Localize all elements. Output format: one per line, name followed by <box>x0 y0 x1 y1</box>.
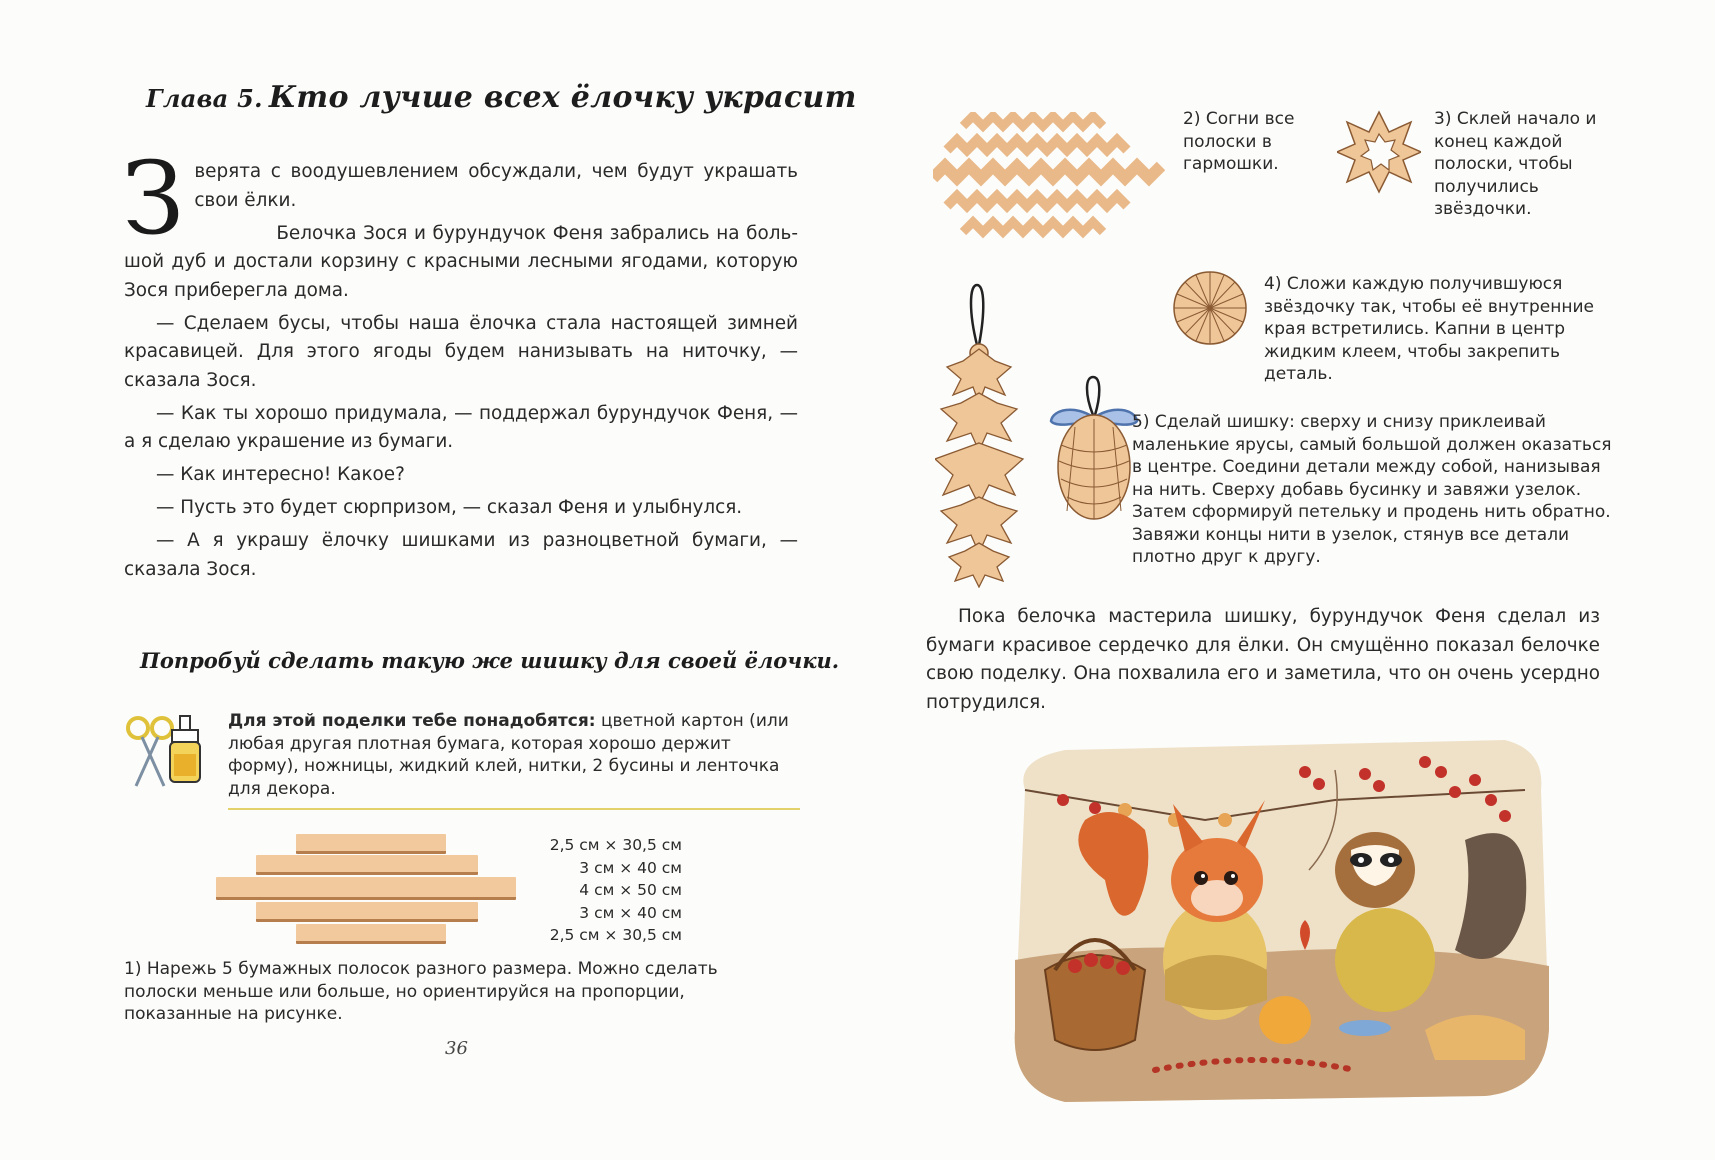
strip-dimensions <box>512 834 682 947</box>
step-3-text: 3) Склей начало и конец каждой полоски, чтобы получились звёздочки. <box>1434 109 1597 219</box>
left-page <box>0 0 857 1160</box>
dimension-label: 3 см × 40 см <box>579 858 682 877</box>
chapter-prefix: Глава 5. <box>146 84 263 113</box>
pine-cone-ornament-illustration <box>1045 375 1145 525</box>
paper-strip <box>256 902 478 922</box>
stacked-ornament-illustration <box>935 283 1025 588</box>
story-paragraph: Белочка Зося и бурундучок Феня забрались на большой дуб и достали корзину с красными лесными ягодами, которую Зося приберегла дома. <box>124 222 798 301</box>
right-page <box>857 0 1715 1160</box>
scissors-glue-icon <box>124 712 208 790</box>
accordion-strips-illustration <box>933 112 1165 244</box>
materials-text: цветной картон (или любая другая плотная бумага, которая хорошо держит форму), ножницы, жидкий клей, нитки, 2 бусины и ленточка для декора. <box>228 711 789 799</box>
story-paragraph: — Как интересно! Какое? <box>156 464 405 485</box>
paper-strip <box>296 924 446 944</box>
squirrel-chipmunk-illustration <box>1005 730 1553 1110</box>
drop-cap: З <box>122 140 185 257</box>
paper-strip <box>296 834 446 854</box>
story-paragraph: Зверята с воодушевлением обсуждали, чем будут украшать свои ёлки. <box>122 140 798 257</box>
dimension-label: 2,5 см × 30,5 см <box>549 836 682 854</box>
step-2-text: 2) Согни все полоски в гармошки. <box>1183 109 1295 174</box>
materials-label: Для этой поделки тебе понадобятся: <box>228 711 596 731</box>
dimension-label: 2,5 см × 30,5 см <box>549 926 682 944</box>
story-text <box>122 140 798 589</box>
folded-star-icon <box>1170 268 1250 348</box>
craft-heading: Попробуй сделать такую же шишку для своей ёлочки. <box>140 648 840 673</box>
dimension-label: 3 см × 40 см <box>579 903 682 922</box>
chapter-title <box>146 80 857 115</box>
paper-strip <box>256 855 478 875</box>
paper-strips-illustration <box>216 834 516 944</box>
step-1-text: 1) Нарежь 5 бумажных полосок разного размера. Можно сделать полоски меньше или больше, но ориентируйся на пропорции, показанные на рисунке. <box>124 959 718 1024</box>
chapter-title-text: Кто лучше всех ёлочку украсит <box>268 80 857 115</box>
step-4-text: 4) Сложи каждую получившуюся звёздочку так, чтобы её внутренние края встретились. Капни в центр жидким клеем, чтобы закрепить деталь. <box>1264 274 1594 384</box>
story-paragraph: — Пусть это будет сюрпризом, — сказал Феня и улыбнулся. <box>156 497 743 518</box>
dimension-label: 4 см × 50 см <box>579 881 682 899</box>
divider-line <box>228 808 800 810</box>
story-paragraph: — А я украшу ёлочку шишками из разноцветной бумаги, — сказала Зося. <box>124 530 798 580</box>
story-paragraph: Пока белочка мастерила шишку, бурундучок Феня сделал из бумаги красивое сердечко для ёлки. Он смущённо показал белочке свою поделку. Она похвалила его и заметила, что он очень усердно потрудился. <box>926 606 1600 713</box>
story-text-right <box>926 603 1600 717</box>
story-paragraph: — Как ты хорошо придумала, — поддержал бурундучок Феня, — а я сделаю украшение из бумаги. <box>124 402 798 452</box>
story-paragraph: — Сделаем бусы, чтобы наша ёлочка стала настоящей зимней красавицей. Для этого ягоды будем нанизывать на ниточку, — сказала Зося. <box>124 312 798 391</box>
materials-list <box>228 710 800 800</box>
step-5-text: 5) Сделай шишку: сверху и снизу приклеивай маленькие ярусы, самый большой должен оказаться в центре. Соедини детали между собой, нанизывая на нить. Сверху добавь бусинку и завяжи узелок. Затем сформируй петельку и продень нить обратно. Завяжи концы нити в узелок, стянув все детали плотно друг к другу. <box>1132 412 1612 567</box>
page-number: 36 <box>445 1038 468 1059</box>
paper-strip <box>216 877 516 900</box>
paper-star-ring-icon <box>1337 110 1421 194</box>
